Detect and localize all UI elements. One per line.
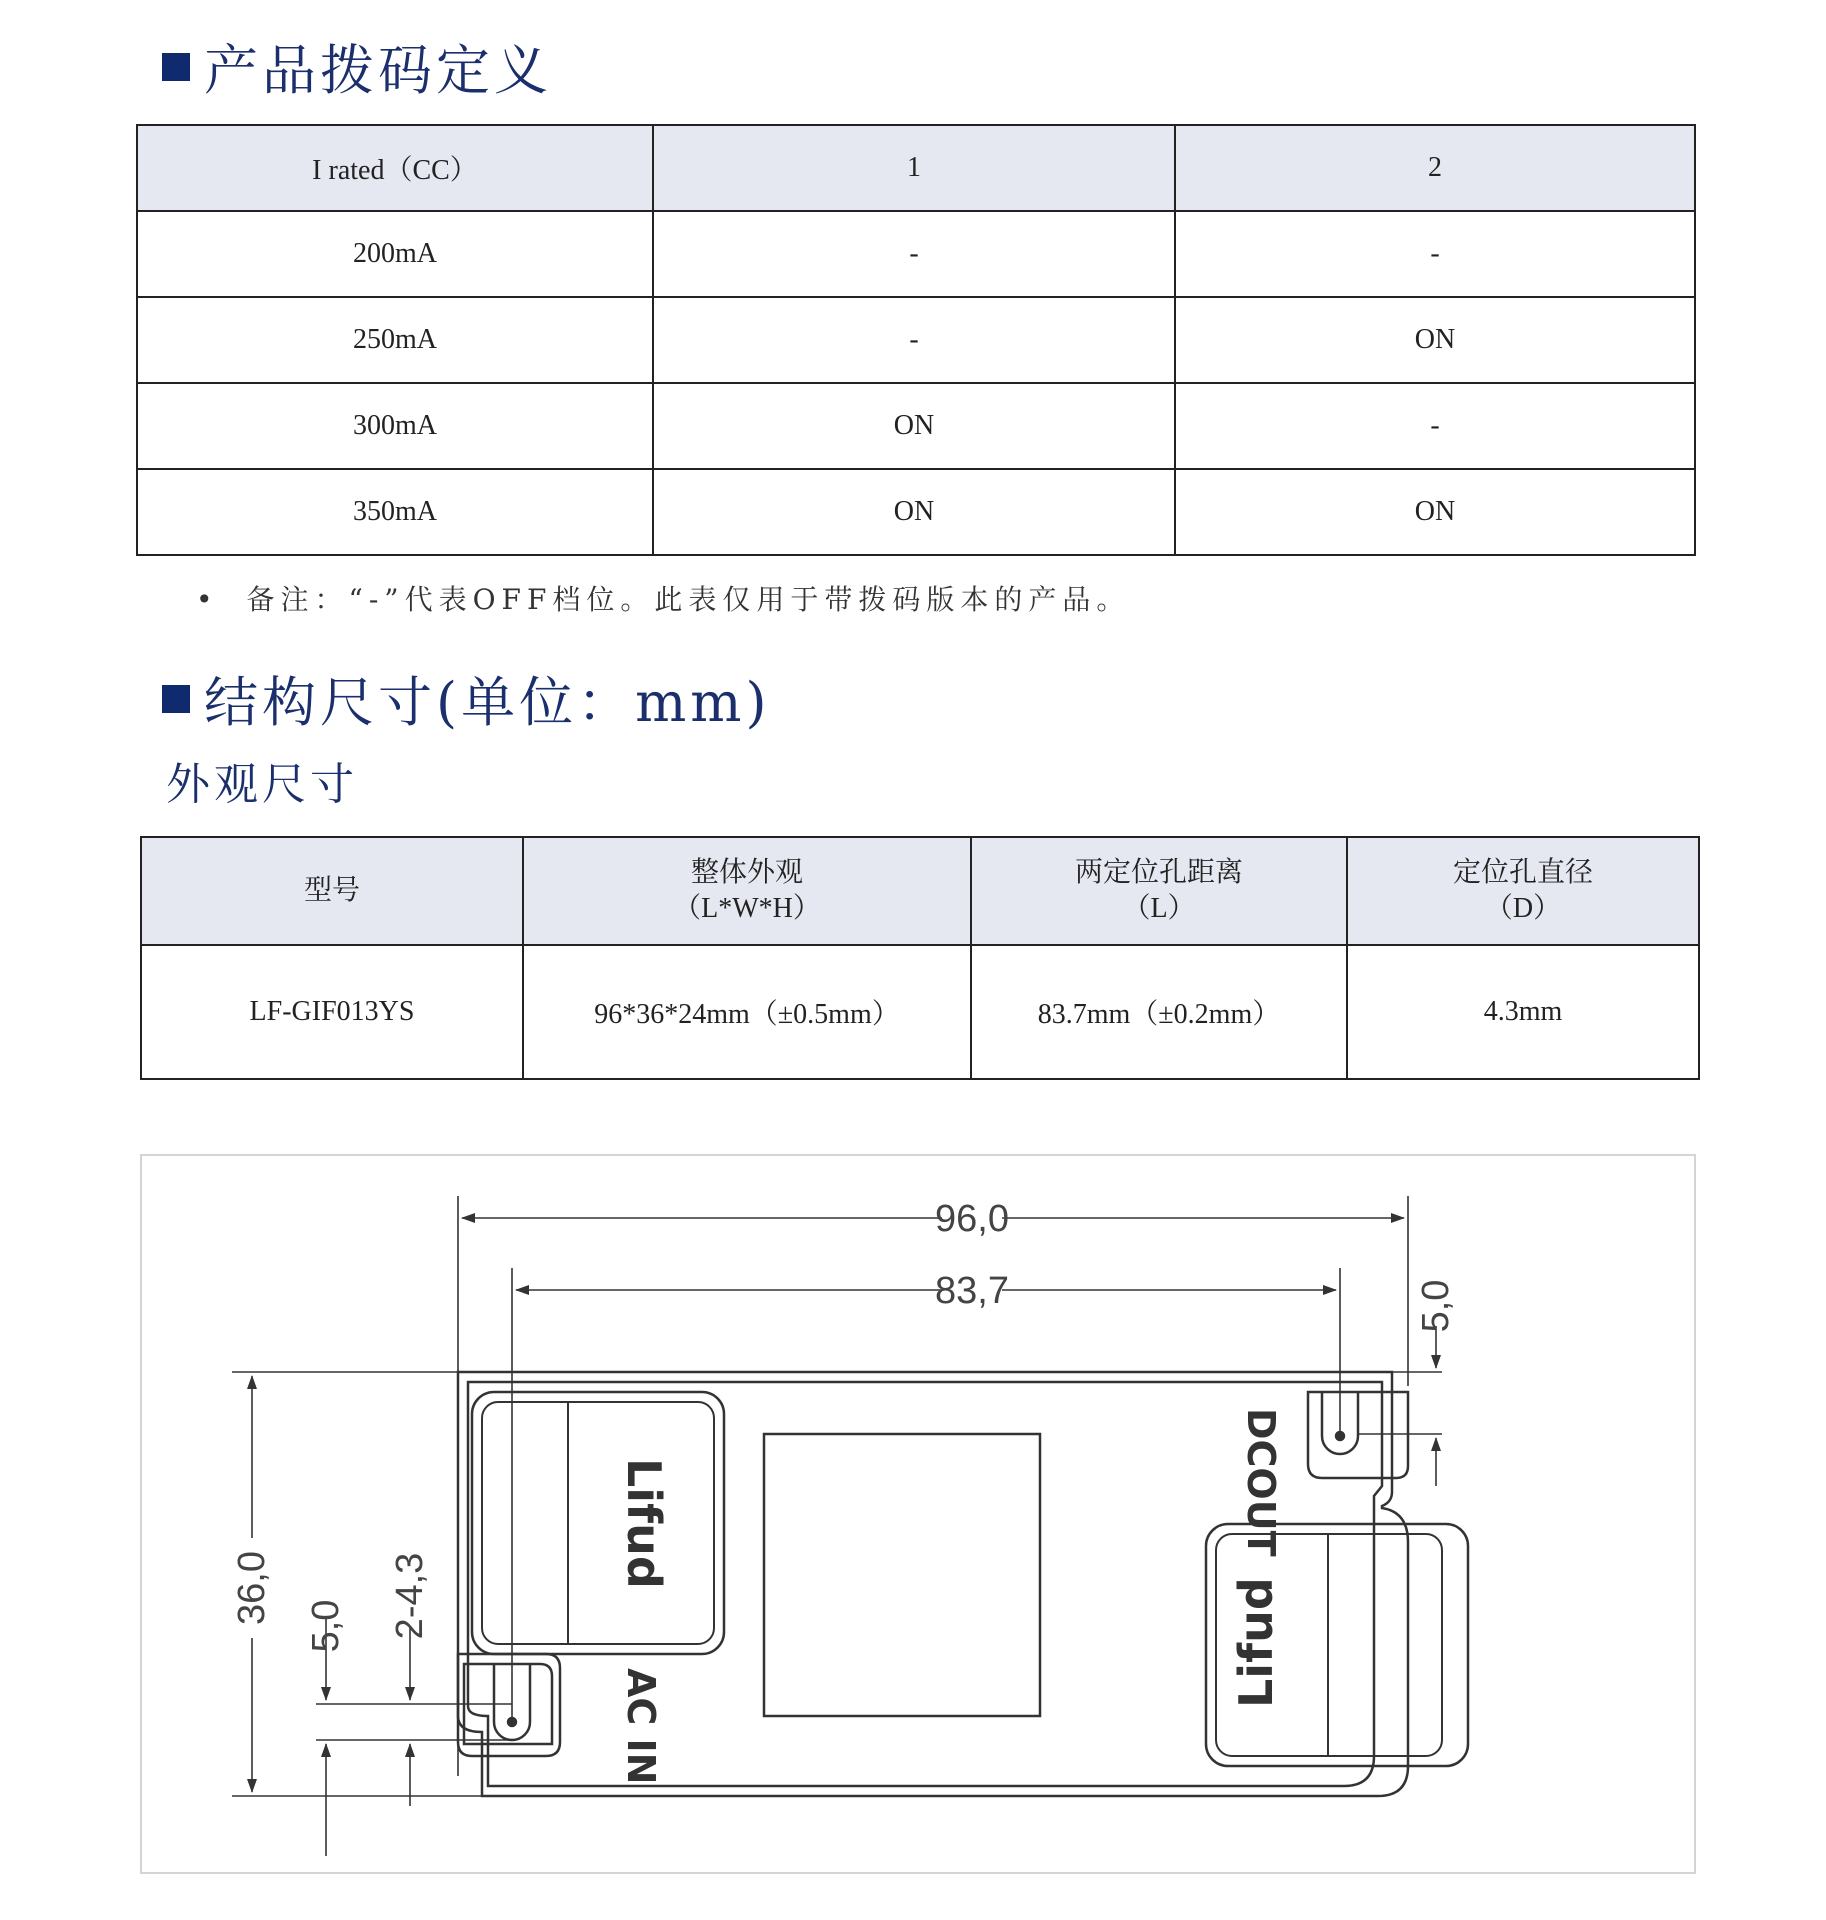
input-terminal-block-inner (482, 1402, 714, 1644)
dim-length-label: 96,0 (935, 1198, 1009, 1240)
header-cell: I rated（CC） (137, 125, 653, 211)
section-title-dimensions-text: 结构尺寸(单位：mm) (204, 671, 771, 734)
table-row (137, 469, 1695, 555)
dimension-table (140, 836, 1700, 1080)
header-line: 定位孔直径 (1452, 857, 1593, 888)
dim-left-tab-label: 5,0 (305, 1599, 347, 1653)
table-cell: LF-GIF013YS (141, 945, 523, 1079)
dim-right-tab-label: 5,0 (1415, 1279, 1457, 1333)
header-line: 两定位孔距离 (1074, 857, 1243, 888)
table-cell: 96*36*24mm（±0.5mm） (523, 945, 971, 1079)
table-cell: ON (653, 469, 1175, 555)
table-cell: - (1175, 383, 1695, 469)
table-row (141, 945, 1699, 1079)
section-title-dimensions (162, 660, 771, 737)
header-line: 整体外观 (690, 857, 803, 888)
table-row (137, 297, 1695, 383)
header-cell (1347, 837, 1699, 945)
subtitle-appearance: 外观尺寸 (166, 759, 358, 810)
table-cell: 200mA (137, 211, 653, 297)
table-cell: - (653, 211, 1175, 297)
header-line: （D） (1484, 893, 1562, 924)
table-cell: - (1175, 211, 1695, 297)
header-line: （L） (1122, 893, 1196, 924)
table-cell: 250mA (137, 297, 653, 383)
table-cell: ON (653, 383, 1175, 469)
note-bullet: • (196, 583, 219, 616)
table-cell: ON (1175, 297, 1695, 383)
header-line: （L*W*H） (673, 893, 821, 924)
table-cell: - (653, 297, 1175, 383)
header-cell (971, 837, 1347, 945)
header-cell: 1 (653, 125, 1175, 211)
section-title-dip-text: 产品拨码定义 (204, 39, 552, 102)
square-bullet-icon (162, 53, 190, 81)
table-cell: 300mA (137, 383, 653, 469)
table-header-row (137, 125, 1695, 211)
table-cell: 83.7mm（±0.2mm） (971, 945, 1347, 1079)
drawing-svg (142, 1156, 1698, 1876)
label-dc-out: DCOUT (1239, 1408, 1283, 1557)
header-cell (523, 837, 971, 945)
header-cell (141, 837, 523, 945)
dim-width-label: 36,0 (231, 1551, 273, 1625)
table-row (137, 211, 1695, 297)
dip-switch-table (136, 124, 1696, 556)
table-cell: ON (1175, 469, 1695, 555)
input-terminal-block-outer (472, 1392, 724, 1654)
technical-drawing (140, 1154, 1696, 1874)
label-area (764, 1434, 1040, 1716)
logo-output: Lifud (1229, 1577, 1283, 1708)
table-header-row (141, 837, 1699, 945)
square-bullet-icon (162, 685, 190, 713)
note-text: 备注：“-”代表OFF档位。此表仅用于带拨码版本的产品。 (246, 583, 1131, 616)
table-note (196, 578, 1130, 618)
table-cell: 4.3mm (1347, 945, 1699, 1079)
dim-hole-label: 2-4,3 (389, 1552, 431, 1640)
header-cell: 2 (1175, 125, 1695, 211)
table-cell: 350mA (137, 469, 653, 555)
label-ac-in: AC IN (619, 1668, 663, 1785)
dim-hole-distance-label: 83,7 (935, 1270, 1009, 1312)
table-row (137, 383, 1695, 469)
logo-input: Lifud (617, 1458, 671, 1589)
section-title-dip (162, 28, 552, 105)
header-line: 型号 (303, 875, 360, 906)
